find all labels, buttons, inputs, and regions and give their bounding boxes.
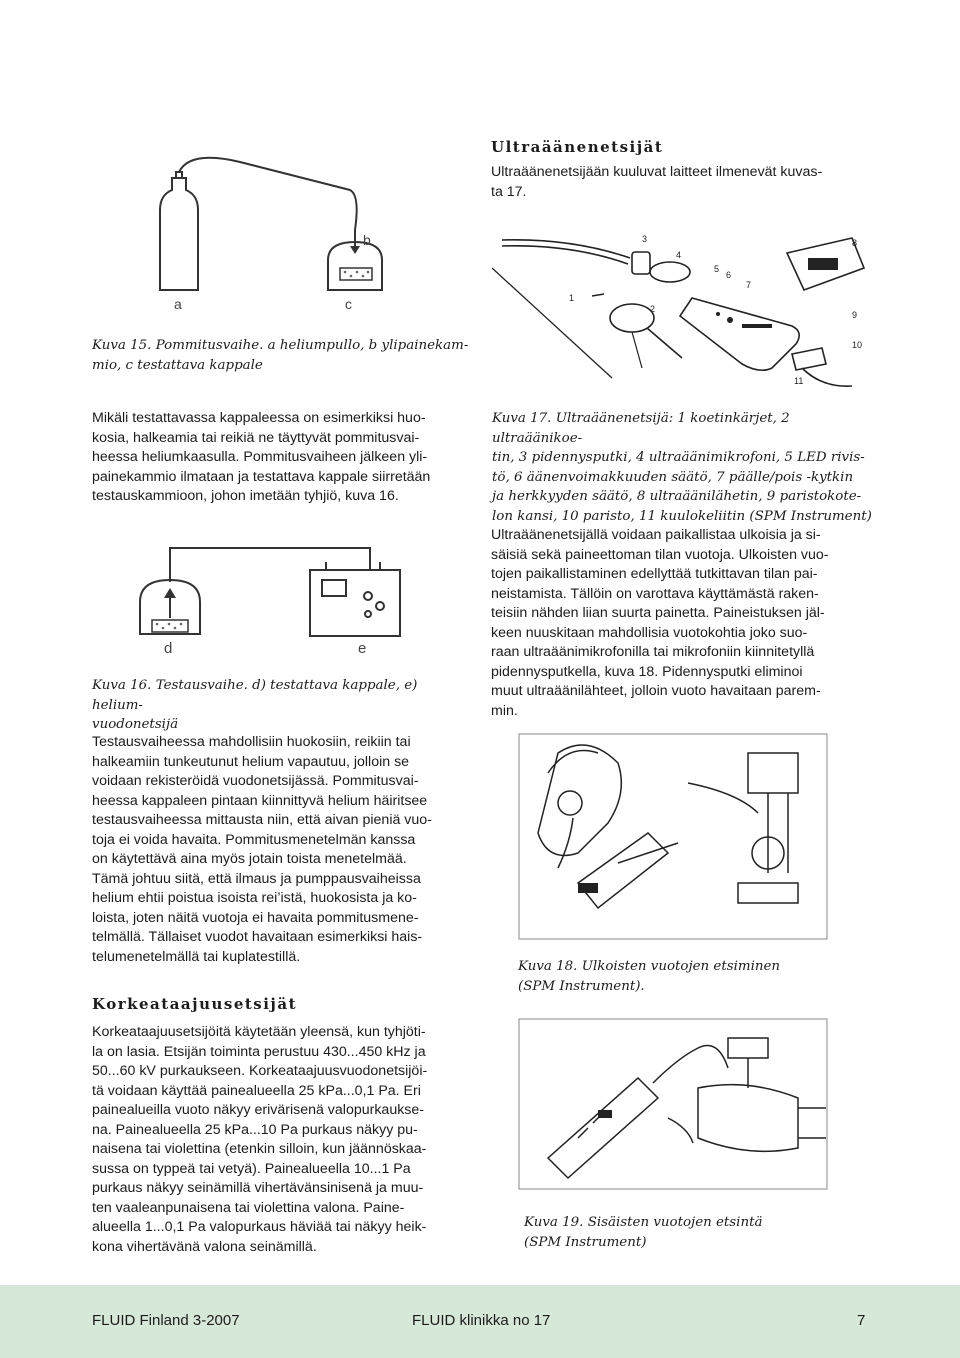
fig17-num-7: 7: [746, 280, 752, 290]
figure-15-caption: Kuva 15. Pommitusvaihe. a heliumpullo, b ylipainekam- mio, c testattava kappale: [92, 338, 469, 373]
fig17-num-6: 6: [726, 270, 732, 280]
figure-15: [150, 150, 440, 320]
figure-18-drawing: [518, 733, 828, 940]
fig17-num-1: 1: [569, 293, 575, 303]
figure-16-drawing: [130, 530, 420, 660]
figure-19-caption: Kuva 19. Sisäisten vuotojen etsintä (SPM Instrument): [524, 1215, 763, 1250]
paragraph-korkeataajuus: Korkeataajuusetsijöitä käytetään yleensä, kun tyhjöti- la on lasia. Etsijän toiminta perustuu 430...450 kHz ja 50...60 kV purkaukseen. Korkeataajuusvuodonetsijöi- tä voidaan käyttää painealueella 25 kPa...0,1 Pa. Eri painealueilla vuoto näkyy erivärisenä valopurkaukse- na. Painealueella 25 kPa...10 Pa purkaus näkyy pu- naisena tai violettina (etenkin silloin, kun jäännöskaa- sussa on typpeä tai vetyä). Painealueella 10...1 Pa purkaus näkyy seinämillä vihertävänsinisenä ja muu- ten vaaleanpunaisena tai violettina valona. Paine- alueella 1...0,1 Pa valopurkaus häviää tai näkyy heik- kona vihertävänä valona seinämillä.: [92, 1024, 428, 1255]
figure-18: [518, 733, 828, 940]
fig16-label-d: d: [164, 640, 173, 657]
footer-section: FLUID klinikka no 17: [412, 1312, 551, 1329]
figure-17-caption: Kuva 17. Ultraäänenetsijä: 1 koetinkärjet, 2 ultraäänikoe- tin, 3 pidennysputki, 4 ultraäänimikrofoni, 5 LED rivis- tö, 6 äänenvoimakkuuden säätö, 7 päälle/pois -kytkin ja herkkyyden säätö, 8 ultraäänilähetin, 9 paristokote- lon kansi, 10 paristo, 11 kuulokeliitin (SPM Instrument): [492, 411, 872, 524]
footer-publication: FLUID Finland 3-2007: [92, 1312, 240, 1329]
fig17-num-2: 2: [650, 304, 656, 314]
figure-16: [130, 530, 420, 660]
figure-16-caption: Kuva 16. Testausvaihe. d) testattava kappale, e) helium- vuodonetsijä: [92, 678, 418, 732]
heading-ultraaanenetsijat: Ultraäänenetsijät: [491, 138, 664, 156]
fig17-num-9: 9: [852, 310, 858, 320]
figure-17: [492, 228, 872, 398]
fig17-num-5: 5: [714, 264, 720, 274]
paragraph-left-1: Mikäli testattavassa kappaleessa on esimerkiksi huo- kosia, halkeamia tai reikiä ne täyttyvät pommitusvai- heessa heliumkaasulla. Pommitusvaiheen jälkeen yli- painekammio ilmataan ja testattava kappale siirretään testauskammioon, johon imetään tyhjiö, kuva 16.: [92, 410, 431, 504]
fig17-num-11: 11: [794, 376, 804, 386]
heading-korkeataajuusetsijat: Korkeataajuusetsijät: [92, 995, 298, 1013]
page-footer: [0, 1285, 960, 1358]
fig17-num-3: 3: [642, 234, 648, 244]
figure-18-caption: Kuva 18. Ulkoisten vuotojen etsiminen (SPM Instrument).: [518, 959, 781, 994]
paragraph-right-1: Ultraäänenetsijällä voidaan paikallistaa ulkoisia ja si- säisiä sekä paineettoman tilan vuotoja. Ulkoisten vuo- tojen paikallistaminen edellyttää tutkittavan tilan pai- neistamista. Tällöin on varottava käyttämästä raken- teisiin nähden liian suurta painetta. Paineistuksen jäl- keen nuuskitaan mahdollisia vuotokohtia joko suo- raan ultraäänimikrofonilla tai mikrofoniin kiinnitetyllä pidennysputkella, kuva 18. Pidennysputki eliminoi muut ultraäänilähteet, jolloin vuoto havaitaan parem- min.: [491, 527, 829, 719]
page-number: 7: [857, 1312, 866, 1329]
fig17-num-4: 4: [676, 250, 682, 260]
figure-19-drawing: [518, 1018, 828, 1190]
fig16-label-e: e: [358, 640, 367, 657]
paragraph-left-2: Testausvaiheessa mahdollisiin huokosiin, reikiin tai halkeamiin tunkeutunut helium vapautuu, jolloin se voidaan rekisteröidä vuodonetsijässä. Pommitusvai- heessa kappaleen pintaan kiinnittyvä helium häiritsee testausvaiheessa mittausta niin, että aivan pieniä vuo- toja ei voida havaita. Pommitusmenetelmän kanssa on käytettävä aina myös jotain toista menetelmää. Tämä johtuu siitä, että ilmaus ja pumppausvaiheissa helium ehtii poistua isoista rei’istä, huokosista ja ko- loista, joten näitä vuotoja ei havaita pommitusmene- telmällä. Tällaiset vuodot havaitaan esimerkiksi hais- telumenetelmällä tai kuplatestillä.: [92, 734, 432, 965]
fig15-label-c: c: [345, 296, 352, 312]
figure-15-drawing: [150, 150, 440, 320]
paragraph-ultra-intro: Ultraäänenetsijään kuuluvat laitteet ilmenevät kuvas- ta 17.: [491, 164, 823, 200]
fig17-num-8: 8: [852, 238, 858, 248]
figure-19: [518, 1018, 828, 1190]
fig17-num-10: 10: [852, 340, 863, 350]
figure-17-drawing: [492, 228, 872, 398]
fig15-label-a: a: [174, 296, 182, 312]
fig15-label-b: b: [363, 232, 371, 248]
